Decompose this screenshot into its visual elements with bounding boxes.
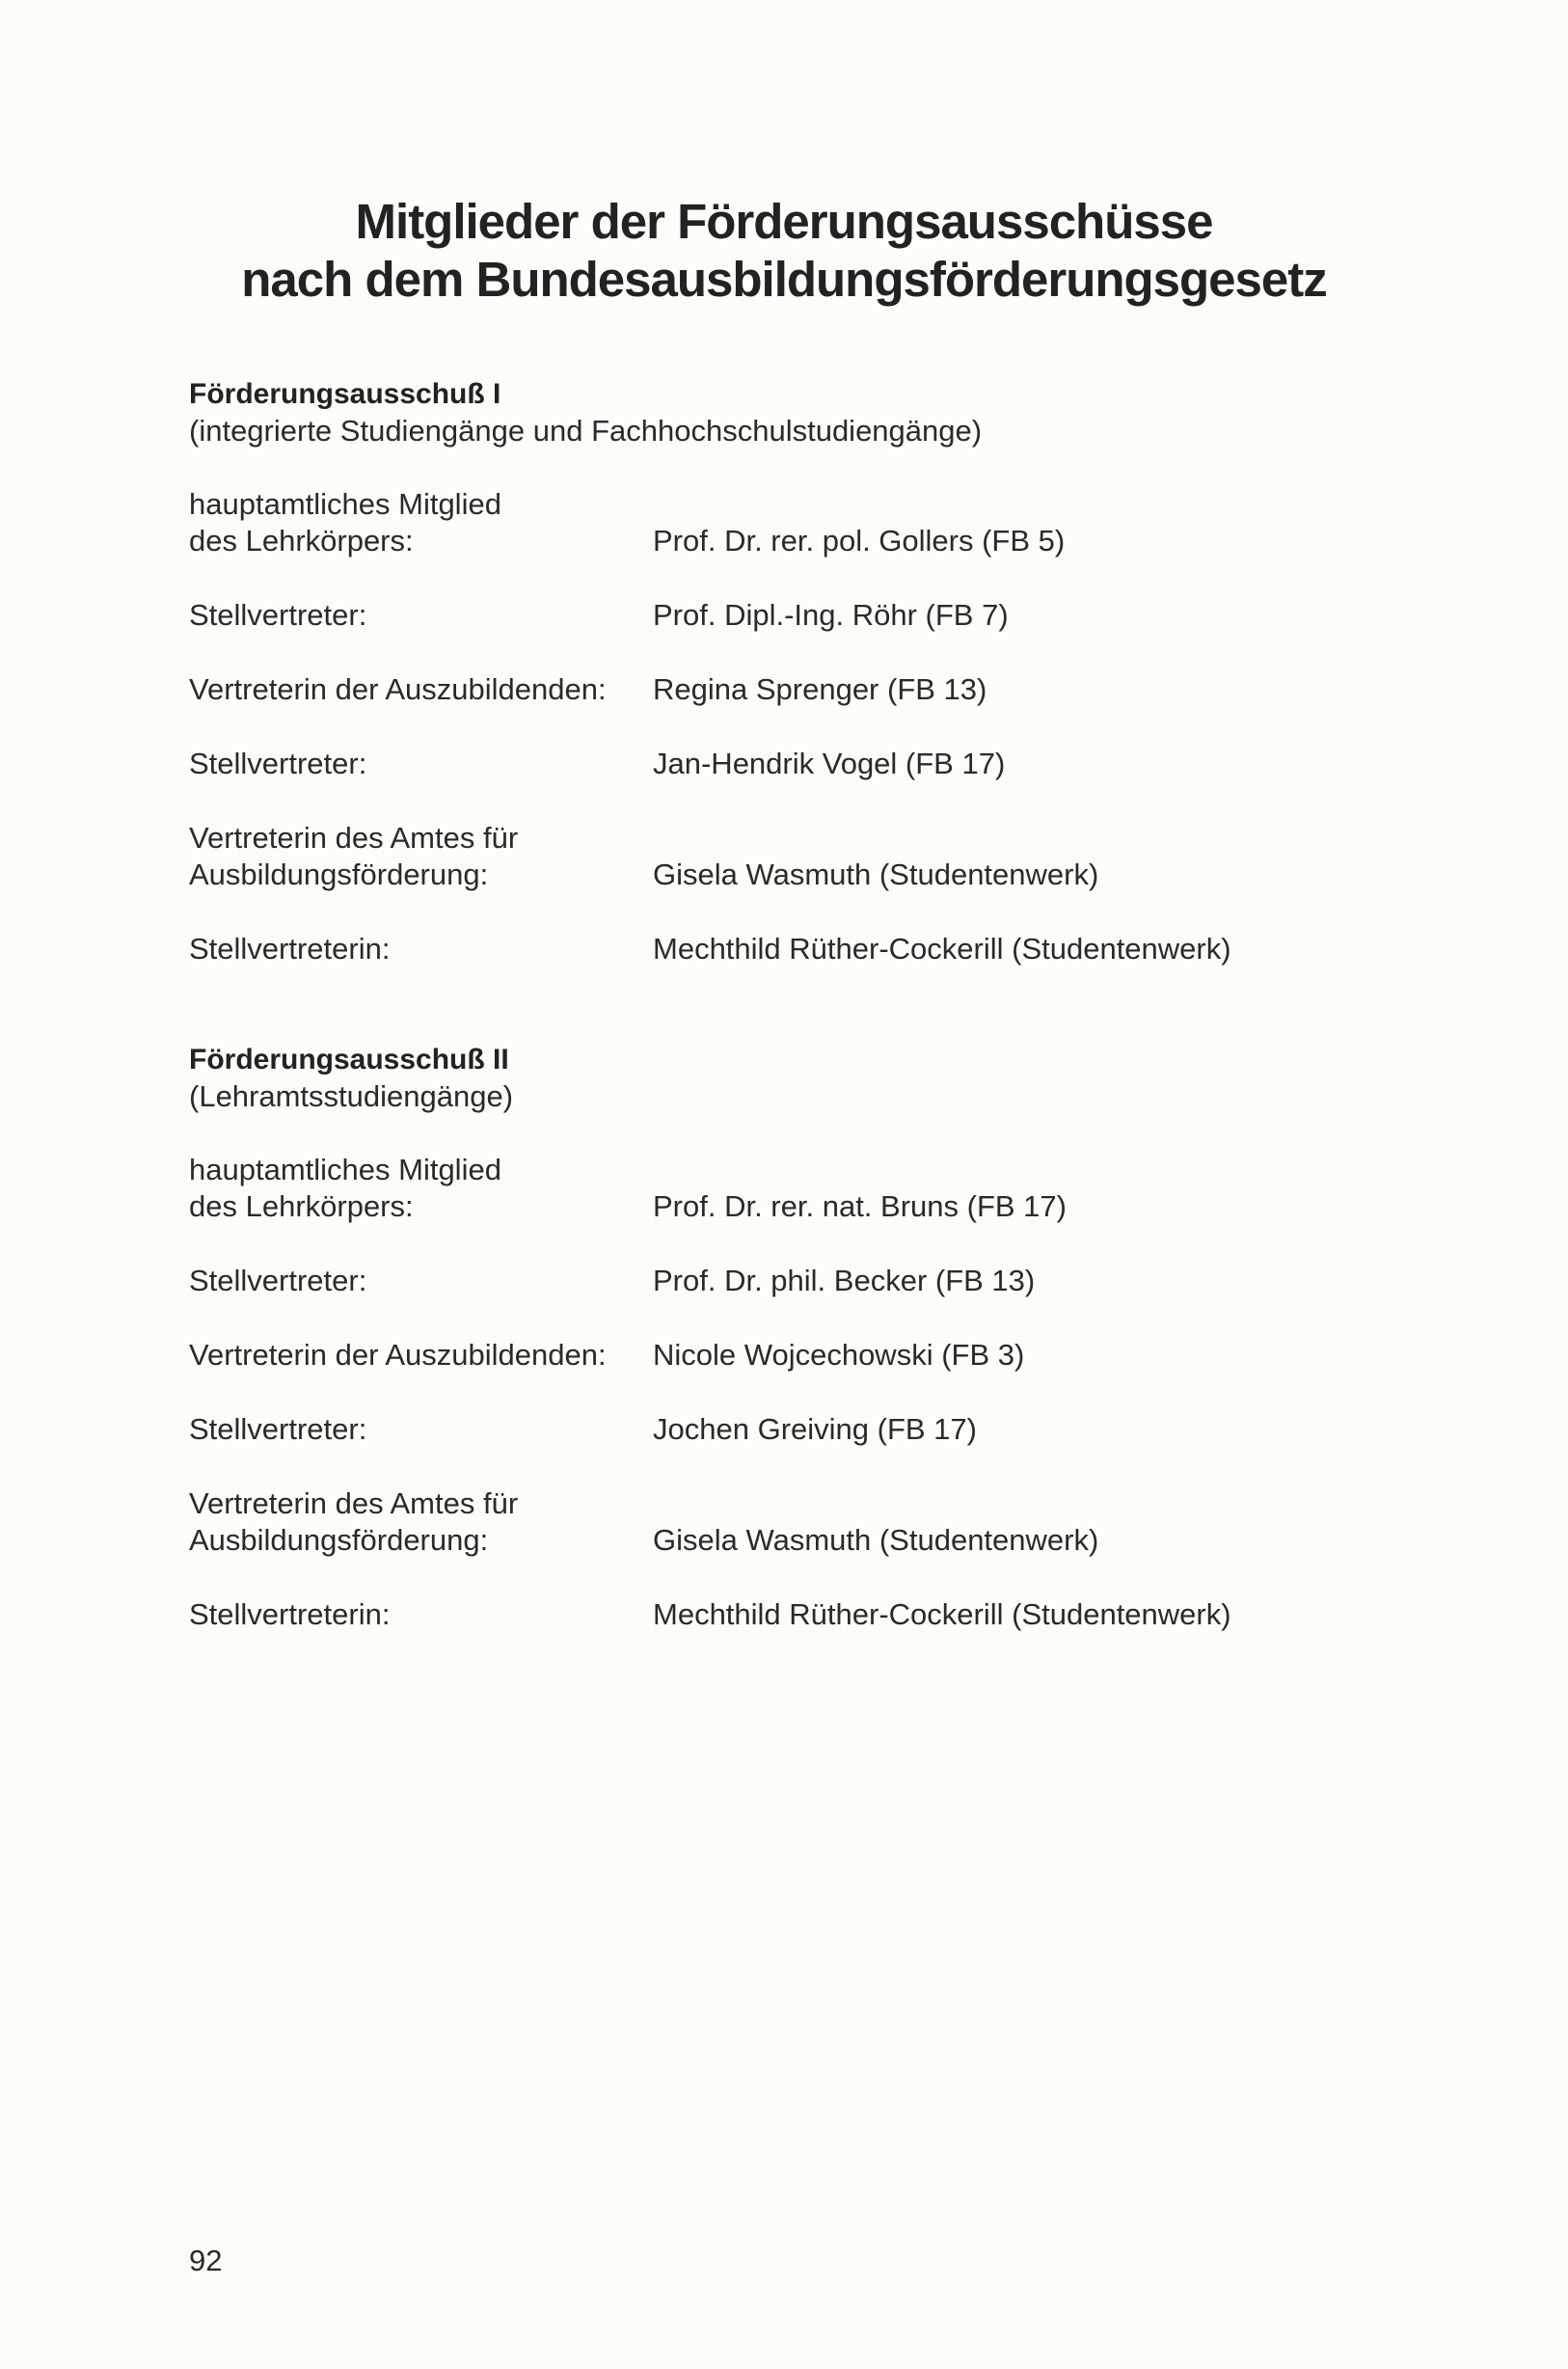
member-role: Stellvertreter: <box>189 1412 367 1446</box>
member-row <box>189 1337 1443 1374</box>
section-subtitle: (integrierte Studiengänge und Fachhochschulstudiengänge) <box>189 414 983 448</box>
page-number: 92 <box>189 2244 223 2277</box>
section-heading: Förderungsausschuß I <box>189 378 501 410</box>
member-row <box>189 746 1443 782</box>
committee-section-1 <box>189 376 1443 1005</box>
title-line-1: Mitglieder der Förderungsausschüsse <box>355 194 1213 249</box>
member-role: Stellvertreter: <box>189 598 367 632</box>
member-name: Prof. Dr. rer. nat. Bruns (FB 17) <box>653 1189 1067 1223</box>
member-row <box>189 1411 1443 1448</box>
member-name: Mechthild Rüther-Cockerill (Studentenwerk) <box>653 932 1231 966</box>
member-name: Mechthild Rüther-Cockerill (Studentenwerk) <box>653 1597 1231 1631</box>
section-subtitle: (Lehramtsstudiengänge) <box>189 1079 514 1113</box>
section-heading: Förderungsausschuß II <box>189 1044 509 1076</box>
member-row <box>189 1152 1443 1225</box>
member-name: Nicole Wojcechowski (FB 3) <box>653 1338 1025 1372</box>
member-role: Stellvertreter: <box>189 747 367 780</box>
member-name: Prof. Dipl.-Ing. Röhr (FB 7) <box>653 598 1009 632</box>
member-name: Regina Sprenger (FB 13) <box>653 672 987 706</box>
title-line-2: nach dem Bundesausbildungsförderungsgesetz <box>241 252 1327 307</box>
member-row <box>189 671 1443 708</box>
member-name: Gisela Wasmuth (Studentenwerk) <box>653 1523 1099 1557</box>
member-role: Stellvertreterin: <box>189 932 391 966</box>
member-role: Stellvertreter: <box>189 1264 367 1297</box>
member-row <box>189 1596 1443 1633</box>
member-row <box>189 486 1443 559</box>
member-role: Vertreterin des Amtes für Ausbildungsförderung: <box>189 1486 519 1557</box>
member-name: Jan-Hendrik Vogel (FB 17) <box>653 747 1006 780</box>
member-role: Vertreterin der Auszubildenden: <box>189 672 607 706</box>
member-row <box>189 597 1443 634</box>
member-row <box>189 820 1443 893</box>
member-role: Vertreterin der Auszubildenden: <box>189 1338 607 1372</box>
member-row <box>189 931 1443 967</box>
member-role: hauptamtliches Mitglied des Lehrkörpers: <box>189 1153 501 1223</box>
member-name: Prof. Dr. rer. pol. Gollers (FB 5) <box>653 524 1066 558</box>
member-role: Stellvertreterin: <box>189 1597 391 1631</box>
member-row <box>189 1485 1443 1559</box>
member-role: Vertreterin des Amtes für Ausbildungsförderung: <box>189 821 519 891</box>
member-name: Prof. Dr. phil. Becker (FB 13) <box>653 1264 1036 1297</box>
member-role: hauptamtliches Mitglied des Lehrkörpers: <box>189 487 501 558</box>
member-name: Jochen Greiving (FB 17) <box>653 1412 977 1446</box>
member-row <box>189 1263 1443 1299</box>
page-title <box>0 193 1568 309</box>
committee-section-2 <box>189 1042 1443 1671</box>
member-name: Gisela Wasmuth (Studentenwerk) <box>653 858 1099 891</box>
